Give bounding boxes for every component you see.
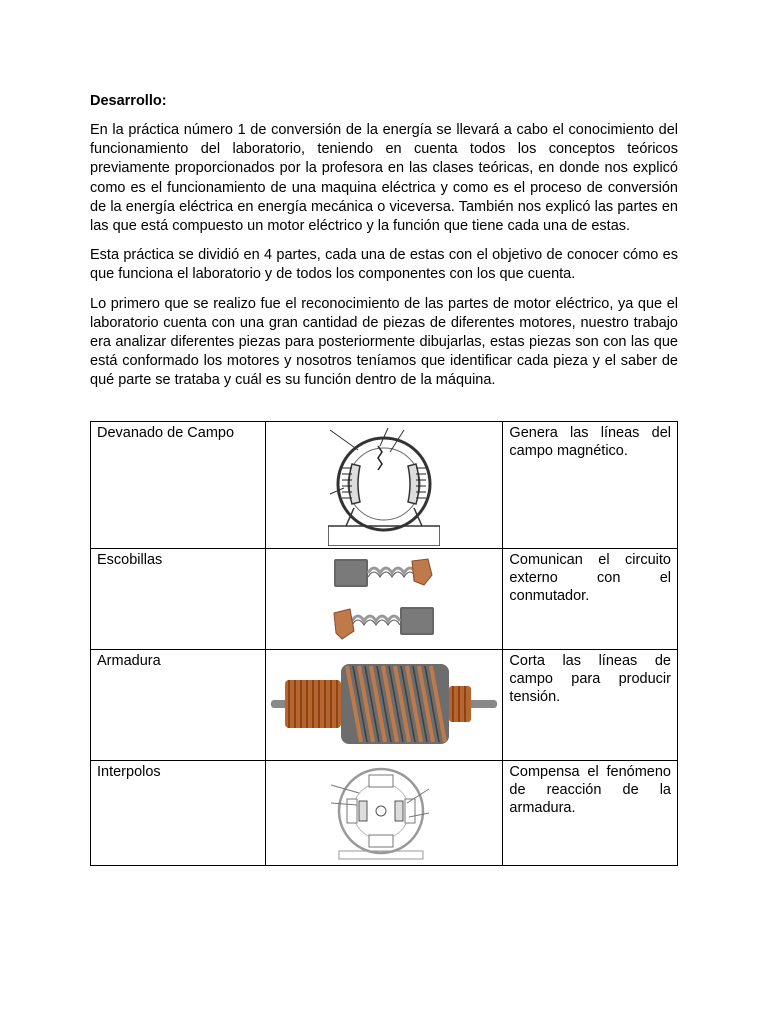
part-image-cell xyxy=(265,549,503,650)
motor-parts-table xyxy=(90,421,678,866)
paragraph-recognition: Lo primero que se realizo fue el reconocimiento de las partes de motor eléctrico, ya que el laboratorio cuenta con una gran cantidad de piezas de diferentes motores, nuestro trabajo era analizar diferentes piezas para posteriormente dibujarlas, estas piezas son con las que está conformado los motores y nosotros teníamos que identificar cada pieza y el saber de qué parte se trataba y cuál es su función dentro de la máquina. xyxy=(90,295,678,389)
table-row xyxy=(91,549,678,650)
part-name: Devanado de Campo xyxy=(91,422,266,549)
section-heading: Desarrollo: xyxy=(90,93,167,109)
part-image-cell xyxy=(265,422,503,549)
table-row xyxy=(91,650,678,761)
interpoles-diagram xyxy=(329,763,439,863)
table-row xyxy=(91,422,678,549)
part-name: Armadura xyxy=(91,650,266,761)
table-row xyxy=(91,761,678,866)
part-description: Compensa el fenómeno de reacción de la armadura. xyxy=(503,761,678,866)
part-description: Corta las líneas de campo para producir tensión. xyxy=(503,650,678,761)
armature-photo xyxy=(271,652,497,758)
paragraph-parts: Esta práctica se dividió en 4 partes, cada una de estas con el objetivo de conocer cómo es que funciona el laboratorio y de todos los componentes con los que cuenta. xyxy=(90,247,678,283)
brushes-photo xyxy=(328,551,440,647)
field-winding-diagram xyxy=(328,424,440,546)
part-image-cell xyxy=(265,761,503,866)
document-body xyxy=(90,92,678,401)
paragraph-intro: En la práctica número 1 de conversión de la energía se llevará a cabo el conocimiento del funcionamiento del laboratorio, teniendo en cuenta todos los conceptos teóricos previamente proporcionados por la profesora en las clases teóricas, en donde nos explicó como es el funcionamiento de una maquina eléctrica y como es el proceso de conversión de la energía eléctrica en energía mecánica o viceversa. También nos explicó las partes en las que está compuesto un motor eléctrico y la función que tiene cada una de estas. xyxy=(90,122,678,235)
part-description: Comunican el circuito externo con el conmutador. xyxy=(503,549,678,650)
part-name: Interpolos xyxy=(91,761,266,866)
part-image-cell xyxy=(265,650,503,761)
part-description: Genera las líneas del campo magnético. xyxy=(503,422,678,549)
part-name: Escobillas xyxy=(91,549,266,650)
